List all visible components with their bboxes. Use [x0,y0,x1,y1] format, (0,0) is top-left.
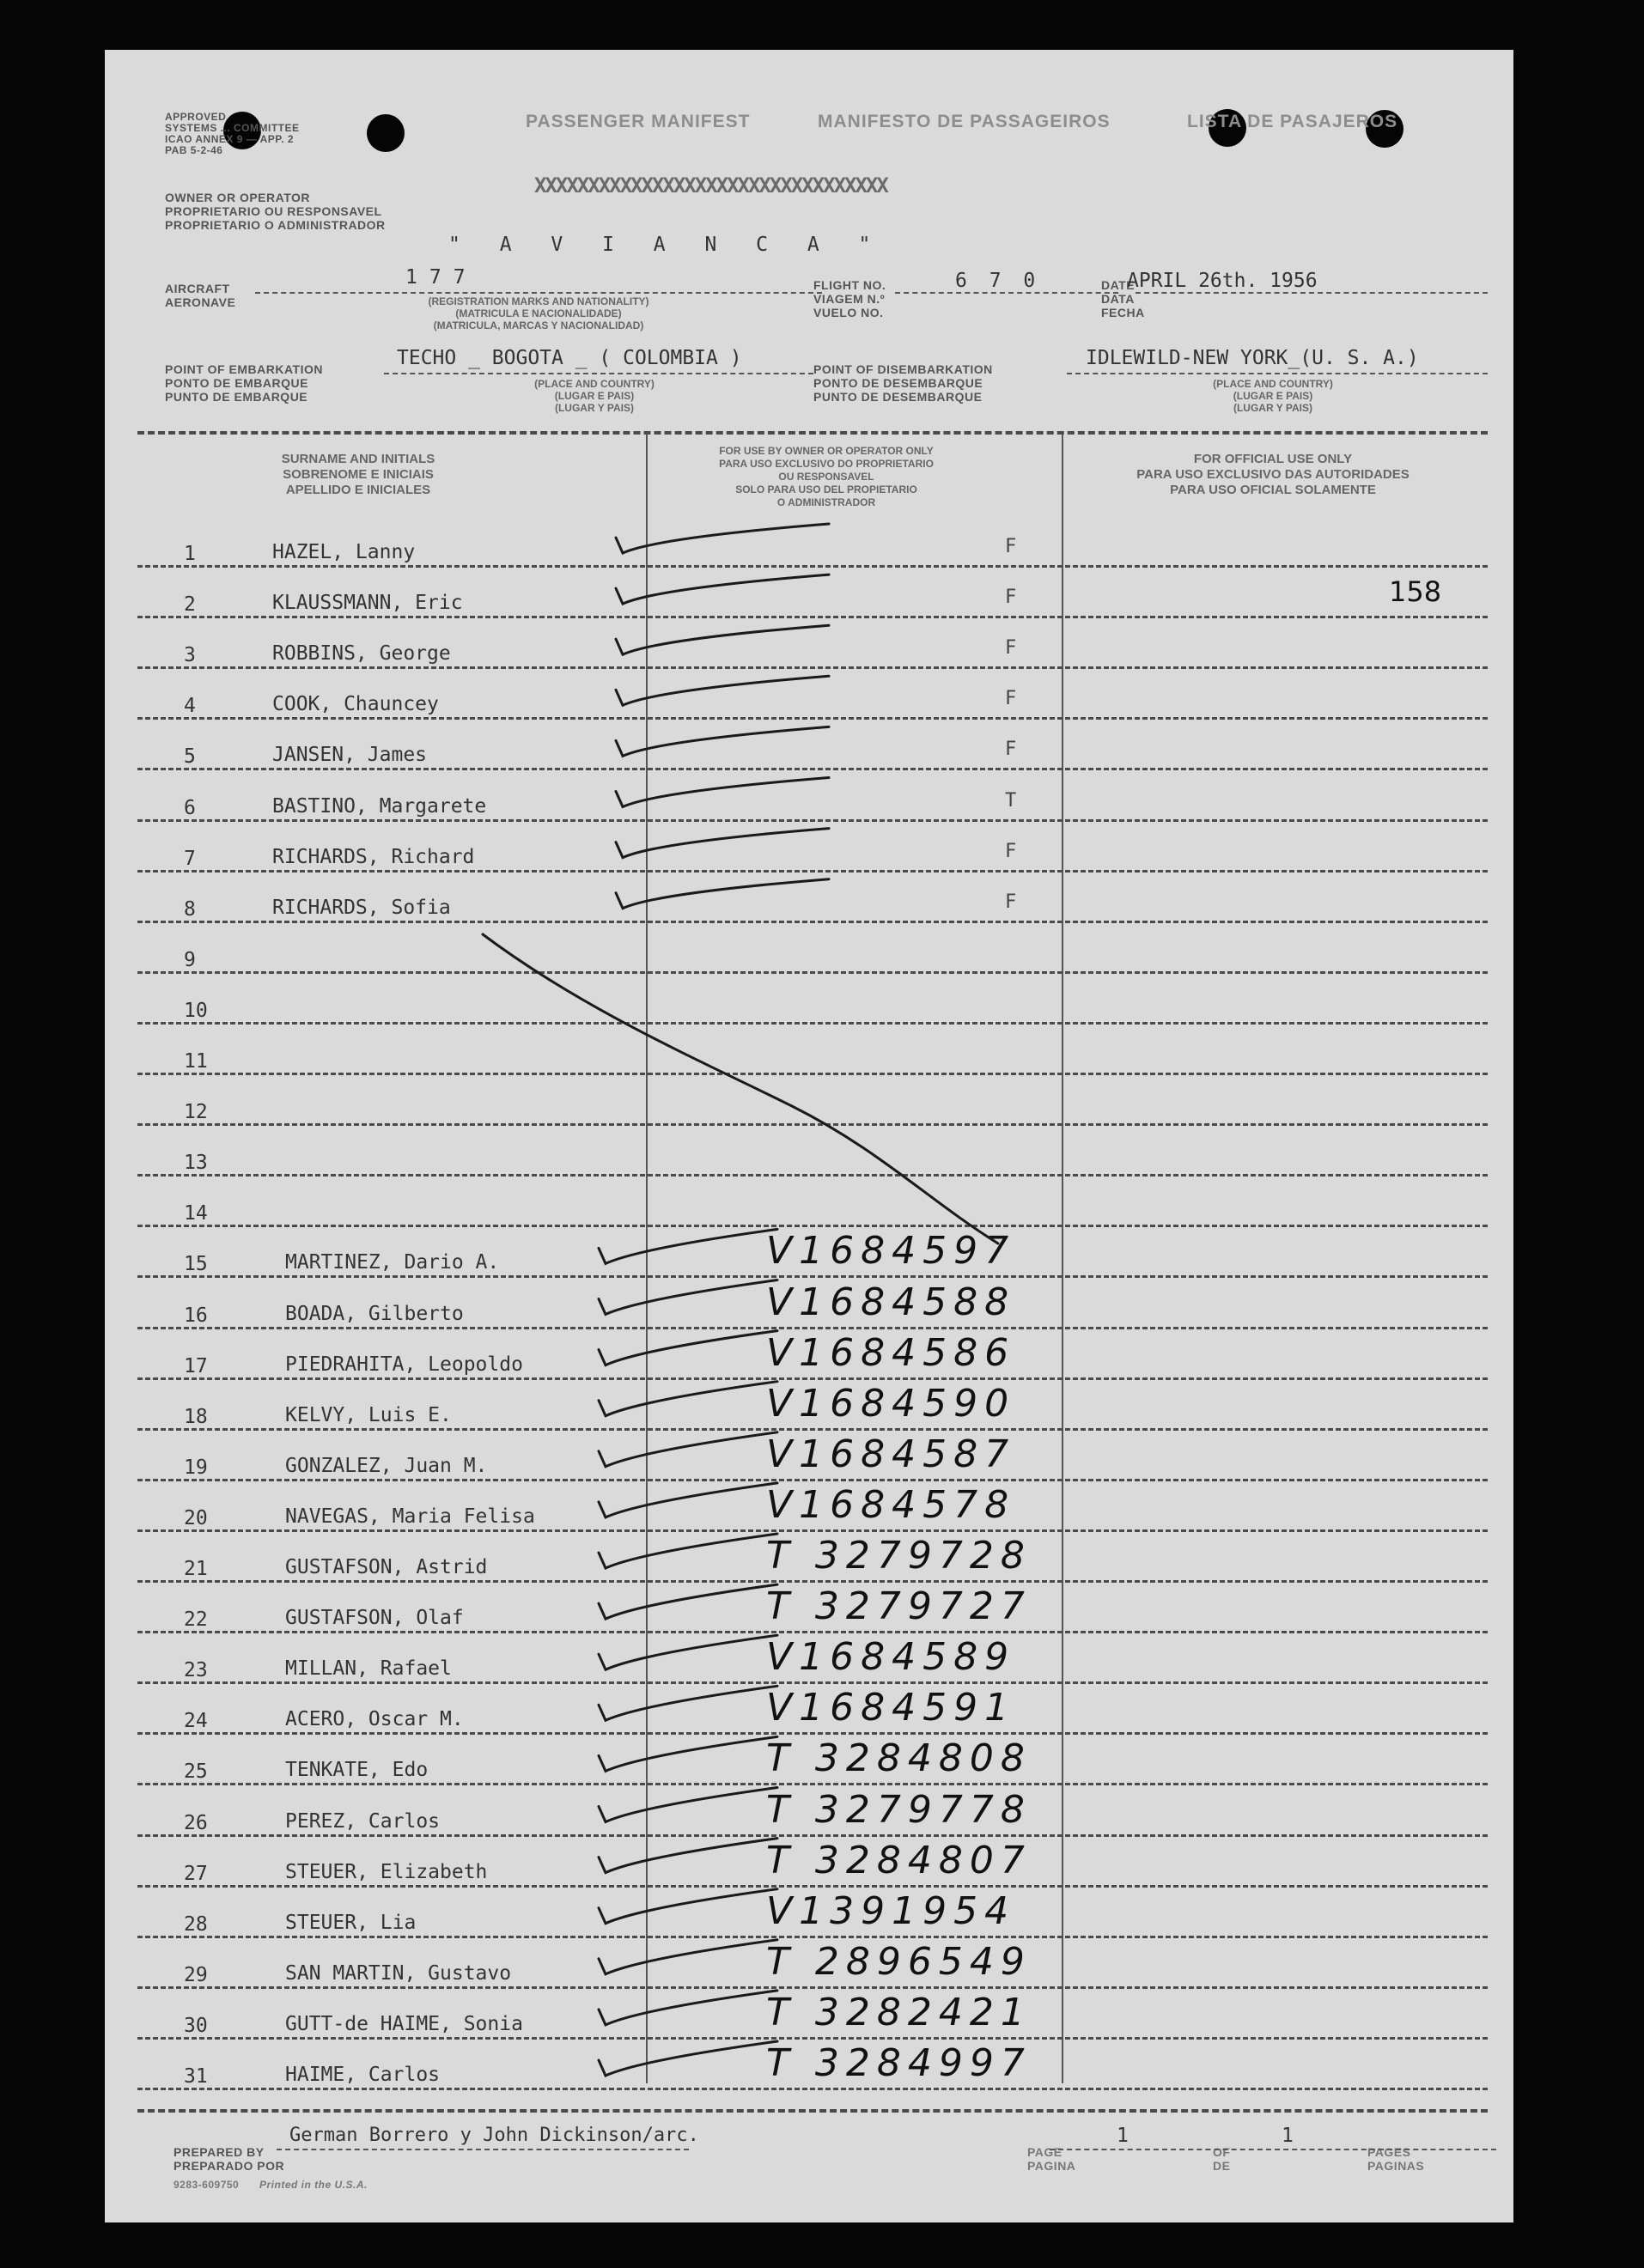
row-number: 21 [184,1558,208,1580]
passenger-class-code: F [1005,536,1017,557]
document-number-handwritten: T 3279778 [766,1787,1032,1832]
prepared-by-value: German Borrero y John Dickinson/arc. [289,2125,699,2146]
checkmark-icon [599,1635,777,1669]
row-number: 4 [184,695,196,718]
document-number-handwritten: V1684587 [766,1432,1016,1476]
row-number: 14 [184,1202,208,1225]
row-number: 11 [184,1050,208,1073]
flight-label: FLIGHT NO. VIAGEM N.º VUELO NO. [813,278,886,319]
document-number-handwritten: V1684597 [766,1229,1016,1274]
passenger-name: MARTINEZ, Dario A. [285,1251,500,1274]
passenger-class-code: F [1005,587,1017,609]
row-number: 5 [184,745,196,769]
passenger-name: GUSTAFSON, Olaf [285,1607,464,1630]
col-name-header: SURNAME AND INITIALS SOBRENOME E INICIAIS APELLIDO E INICIALES [281,452,435,497]
checkmark-icon [599,1788,777,1822]
passenger-name: PEREZ, Carlos [285,1809,441,1833]
passenger-name: SAN MARTIN, Gustavo [285,1961,512,1985]
checkmark-icon [599,1991,777,2025]
checkmark-icon [616,879,829,909]
row-number: 15 [184,1253,208,1276]
row-number: 13 [184,1152,208,1175]
diagonal-strike-stroke [483,934,998,1243]
passenger-name: GONZALEZ, Juan M. [285,1454,488,1477]
of-value: 1 [1282,2125,1294,2147]
row-number: 25 [184,1760,208,1784]
document-number-handwritten: T 3279728 [766,1534,1032,1578]
manifest-sheet [105,50,1513,2222]
row-number: 10 [184,999,208,1022]
document-number-handwritten: T 3279727 [766,1584,1032,1629]
document-number-handwritten: V1684586 [766,1330,1016,1375]
row-number: 29 [184,1963,208,1986]
aircraft-label: AIRCRAFT AERONAVE [165,282,236,309]
prepared-by-label: PREPARED BY PREPARADO POR [174,2145,285,2173]
checkmark-icon [616,727,829,756]
col-operator-header: FOR USE BY OWNER OR OPERATOR ONLY PARA USO EXCLUSIVO DO PROPRIETARIO OU RESPONSAVEL SOLO PARA USO DEL PROPIETARIO O ADMINISTRADOR [719,445,934,508]
document-number-handwritten: T 3284808 [766,1736,1032,1781]
row-number: 19 [184,1456,208,1479]
passenger-class-code: F [1005,637,1017,660]
passenger-name: ACERO, Oscar M. [285,1708,464,1731]
footer-print: Printed in the U.S.A. [259,2179,368,2191]
checkmark-icon [599,1382,777,1416]
checkmark-icon [599,1432,777,1467]
passenger-name: STEUER, Elizabeth [285,1860,488,1883]
aircraft-value: 177 [405,266,478,289]
row-number: 8 [184,897,196,921]
passenger-name: STEUER, Lia [285,1911,417,1934]
checkmark-icon [616,575,829,604]
passenger-name: JANSEN, James [272,744,428,767]
passenger-name: BASTINO, Margarete [272,794,487,818]
row-number: 26 [184,1811,208,1834]
passenger-name: KELVY, Luis E. [285,1403,452,1426]
checkmark-icon [599,1584,777,1619]
document-number-handwritten: V1684588 [766,1280,1016,1324]
passenger-name: HAIME, Carlos [285,2064,441,2086]
row-number: 1 [184,543,196,565]
date-value: APRIL 26th. 1956 [1127,270,1318,292]
checkmark-icon [599,1686,777,1720]
passenger-class-code: T [1005,789,1017,812]
passenger-name: BOADA, Gilberto [285,1302,464,1325]
row-number: 12 [184,1101,208,1124]
checkmark-icon [616,778,829,807]
embarkation-sub: (PLACE AND COUNTRY) (LUGAR E PAIS) (LUGAR Y PAIS) [534,378,655,414]
row-number: 16 [184,1304,208,1327]
official-number: 158 [1389,575,1442,608]
checkmark-icon [599,1229,777,1263]
row-number: 18 [184,1405,208,1428]
checkmark-icon [599,1736,777,1771]
pages-label: PAGES PAGINAS [1367,2145,1425,2173]
disembarkation-sub: (PLACE AND COUNTRY) (LUGAR E PAIS) (LUGAR Y PAIS) [1213,378,1333,414]
passenger-name: GUTT-de HAIME, Sonia [285,2012,523,2035]
checkmark-icon [616,524,829,553]
owner-value: " A V I A N C A " [448,234,885,256]
footer-code: 9283-609750 [174,2179,240,2191]
passenger-name: COOK, Chauncey [272,693,439,716]
row-number: 20 [184,1506,208,1529]
checkmark-icon [616,625,829,654]
passenger-name: TENKATE, Edo [285,1759,429,1782]
owner-label: OWNER OR OPERATOR PROPRIETARIO OU RESPONSAVEL PROPRIETARIO O ADMINISTRADOR [165,191,386,232]
passenger-name: MILLAN, Rafael [285,1657,452,1681]
disembarkation-value: IDLEWILD-NEW YORK_(U. S. A.) [1086,347,1419,369]
row-number: 6 [184,796,196,819]
col-official-header: FOR OFFICIAL USE ONLY PARA USO EXCLUSIVO DAS AUTORIDADES PARA USO OFICIAL SOLAMENTE [1136,452,1410,497]
passenger-name: ROBBINS, George [272,642,451,666]
passenger-class-code: F [1005,891,1017,913]
document-number-handwritten: V1684590 [766,1381,1016,1426]
passenger-name: RICHARDS, Richard [272,845,475,868]
passenger-class-code: F [1005,840,1017,862]
of-label: OF DE [1213,2145,1231,2173]
passenger-class-code: F [1005,739,1017,761]
document-number-handwritten: V1684591 [766,1686,1016,1730]
approval-block: APPROVED SYSTEMS ... COMMITTEE ICAO ANNEX 9 — APP. 2 PAB 5-2-46 [165,111,300,156]
handwriting-layer [105,50,1513,2222]
checkmark-icon [599,1839,777,1873]
flight-value: 6 7 0 [955,270,1041,292]
passenger-name: RICHARDS, Sofia [272,896,451,919]
passenger-name: HAZEL, Lanny [272,541,416,563]
row-number: 22 [184,1608,208,1632]
checkmark-icon [616,829,829,858]
title-portuguese: MANIFESTO DE PASSAGEIROS [818,112,1111,131]
checkmark-icon [616,676,829,705]
row-number: 17 [184,1354,208,1377]
row-number: 7 [184,847,196,870]
row-number: 31 [184,2065,208,2088]
document-number-handwritten: V1684578 [766,1482,1016,1527]
aircraft-sub: (REGISTRATION MARKS AND NATIONALITY) (MATRICULA E NACIONALIDADE) (MATRICULA, MARCAS Y NACIONALIDAD) [428,295,649,331]
passenger-name: GUSTAFSON, Astrid [285,1556,488,1578]
row-number: 27 [184,1862,208,1885]
disembarkation-label: POINT OF DISEMBARKATION PONTO DE DESEMBARQUE PUNTO DE DESEMBARQUE [813,362,993,404]
row-number: 3 [184,644,196,667]
passenger-name: KLAUSSMANN, Eric [272,592,463,615]
row-number: 28 [184,1912,208,1936]
embarkation-label: POINT OF EMBARKATION PONTO DE EMBARQUE PUNTO DE EMBARQUE [165,362,323,404]
row-number: 24 [184,1710,208,1733]
checkmark-icon [599,2041,777,2076]
document-number-handwritten: V1391954 [766,1888,1016,1933]
checkmark-icon [599,1331,777,1365]
document-number-handwritten: T 3284807 [766,1838,1032,1882]
document-number-handwritten: T 3282421 [766,1990,1032,2034]
checkmark-icon [599,1483,777,1517]
passenger-name: NAVEGAS, Maria Felisa [285,1505,535,1528]
row-number: 23 [184,1659,208,1682]
title-english: PASSENGER MANIFEST [526,112,751,131]
title-spanish: LISTA DE PASAJEROS [1187,112,1398,131]
document-number-handwritten: T 2896549 [766,1939,1032,1984]
passenger-name: PIEDRAHITA, Leopoldo [285,1353,523,1376]
row-number: 2 [184,593,196,617]
embarkation-value: TECHO _ BOGOTA _ ( COLOMBIA ) [397,347,742,369]
page-label: PAGE PAGINA [1027,2145,1076,2173]
document-number-handwritten: T 3284997 [766,2041,1032,2085]
checkmark-icon [599,1940,777,1974]
row-number: 30 [184,2014,208,2037]
row-number: 9 [184,948,196,971]
checkmark-icon [599,1280,777,1315]
passenger-class-code: F [1005,688,1017,710]
date-label: DATE DATA FECHA [1101,278,1145,319]
checkmark-icon [599,1889,777,1924]
document-number-handwritten: V1684589 [766,1635,1016,1680]
checkmark-icon [599,1534,777,1568]
page-value: 1 [1117,2125,1129,2147]
crossed-out-header: XXXXXXXXXXXXXXXXXXXXXXXXXXXXXXXXX [534,173,887,198]
